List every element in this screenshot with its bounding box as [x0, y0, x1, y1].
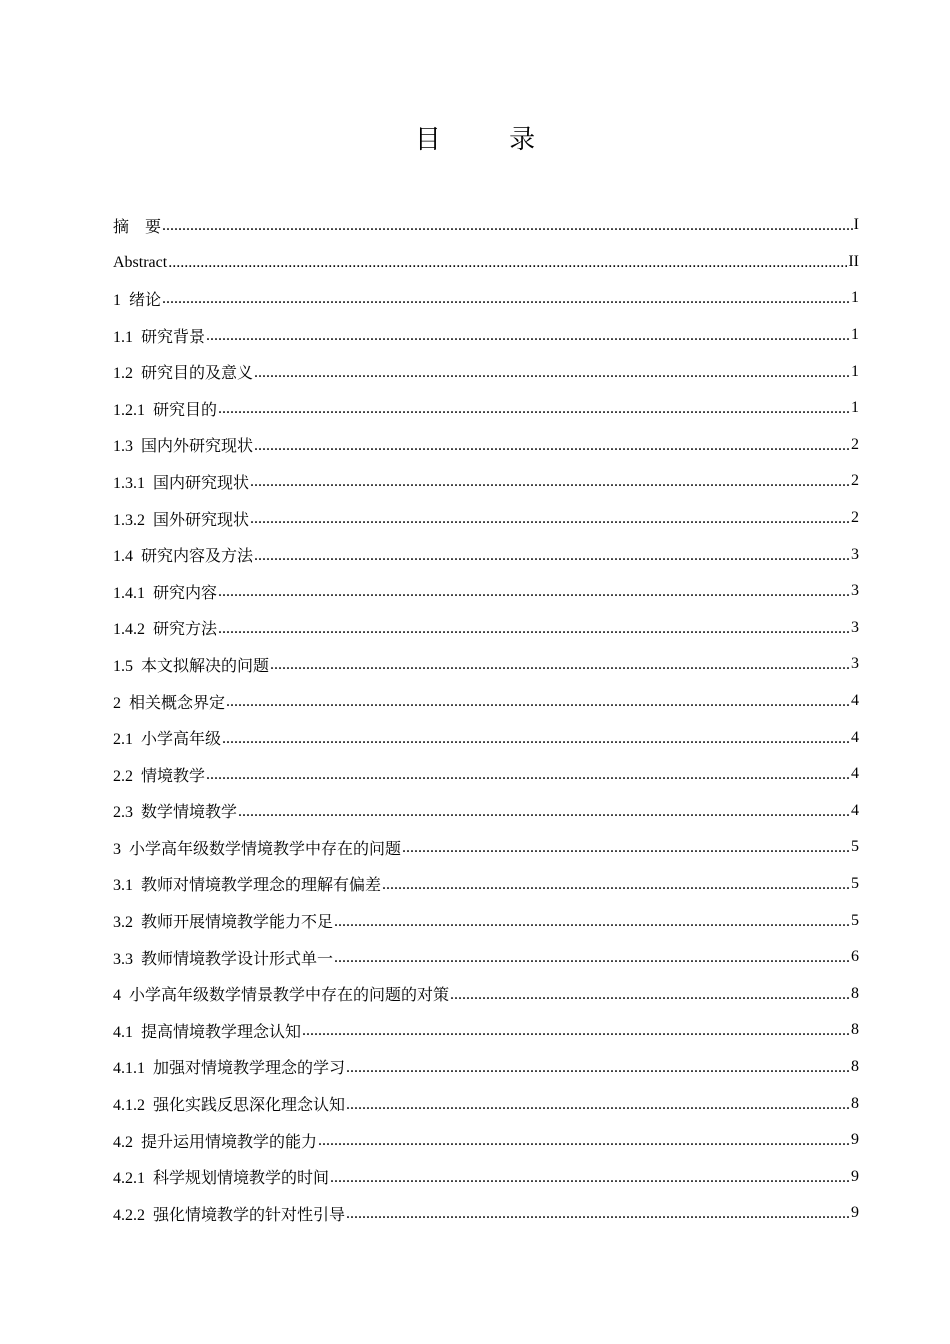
toc-dot-leader — [218, 620, 850, 638]
toc-entry-number: 1.2 — [113, 365, 133, 383]
toc-dot-leader — [254, 364, 850, 382]
toc-entry-number: 4.1.2 — [113, 1097, 145, 1115]
toc-entry-page-number: 1 — [851, 326, 859, 344]
toc-entry-text: 提高情境教学理念认知 — [141, 1021, 302, 1041]
toc-entry-text: 加强对情境教学理念的学习 — [153, 1058, 346, 1078]
toc-entry-text: 教师对情境教学理念的理解有偏差 — [141, 875, 382, 895]
toc-dot-leader — [334, 949, 850, 967]
toc-entry-text: 绪论 — [129, 289, 162, 309]
toc-entry-label — [113, 252, 167, 272]
toc-entry-number: 1.2.1 — [113, 401, 145, 419]
toc-entry-text: 研究方法 — [153, 619, 218, 639]
toc-dot-leader — [334, 913, 850, 931]
toc-entry-number: 4.1.1 — [113, 1060, 145, 1078]
toc-dot-leader — [346, 1205, 850, 1223]
toc-entry[interactable] — [113, 683, 859, 720]
toc-entry-number: 2.2 — [113, 767, 133, 785]
toc-entry-page-number: 2 — [851, 509, 859, 527]
toc-dot-leader — [450, 986, 850, 1004]
toc-entry-page-number: I — [853, 216, 859, 234]
toc-entry-label — [113, 909, 333, 932]
toc-entry-label — [113, 507, 249, 530]
toc-entry-number: 1.3.1 — [113, 474, 145, 492]
table-of-contents — [113, 207, 859, 1232]
toc-entry[interactable] — [113, 1012, 859, 1049]
toc-dot-leader — [238, 803, 850, 821]
toc-entry-number: 1.5 — [113, 657, 133, 675]
toc-dot-leader — [206, 766, 850, 784]
toc-dot-leader — [254, 437, 850, 455]
toc-entry-label — [113, 946, 333, 969]
toc-entry-number: 3.3 — [113, 950, 133, 968]
toc-entry-label — [113, 872, 381, 895]
toc-entry-text: 情境教学 — [141, 765, 206, 785]
toc-entry-label — [113, 653, 269, 676]
toc-entry-page-number: 3 — [851, 655, 859, 673]
toc-entry-number: 4.2.1 — [113, 1170, 145, 1188]
toc-dot-leader — [330, 1169, 850, 1187]
toc-entry-number: 2.1 — [113, 731, 133, 749]
toc-entry[interactable] — [113, 1158, 859, 1195]
toc-entry-text: 科学规划情境教学的时间 — [153, 1168, 330, 1188]
toc-entry[interactable] — [113, 975, 859, 1012]
toc-entry-number: 1.3 — [113, 438, 133, 456]
toc-entry-page-number: II — [848, 252, 859, 270]
toc-entry-text: 小学高年级数学情境教学中存在的问题 — [129, 838, 402, 858]
toc-entry-label — [113, 726, 221, 749]
toc-entry-label — [113, 214, 161, 237]
toc-entry-label — [113, 360, 253, 383]
toc-entry-page-number: 1 — [851, 399, 859, 417]
toc-entry-text: 摘 要 — [113, 216, 162, 236]
toc-entry-text: 研究内容及方法 — [141, 546, 254, 566]
toc-entry-page-number: 8 — [851, 1057, 859, 1075]
toc-entry-text: 相关概念界定 — [129, 692, 226, 712]
toc-entry-page-number: 1 — [851, 362, 859, 380]
toc-entry-text: 强化实践反思深化理念认知 — [153, 1095, 346, 1115]
toc-entry-page-number: 9 — [851, 1131, 859, 1149]
toc-entry-number: 4.2.2 — [113, 1206, 145, 1224]
toc-entry-page-number: 9 — [851, 1167, 859, 1185]
toc-entry-page-number: 5 — [851, 874, 859, 892]
page-title: 目 录 — [414, 125, 566, 155]
toc-entry-page-number: 3 — [851, 545, 859, 563]
toc-entry-number: 1.1 — [113, 328, 133, 346]
toc-entry[interactable] — [113, 353, 859, 390]
toc-entry-number: 3.1 — [113, 877, 133, 895]
toc-dot-leader — [250, 510, 850, 528]
toc-dot-leader — [168, 254, 847, 272]
toc-entry[interactable] — [113, 463, 859, 500]
toc-entry-text: 国内研究现状 — [153, 472, 250, 492]
toc-entry[interactable] — [113, 646, 859, 683]
toc-entry-label — [113, 287, 161, 310]
toc-entry[interactable] — [113, 793, 859, 830]
toc-entry-page-number: 3 — [851, 582, 859, 600]
toc-dot-leader — [250, 473, 850, 491]
toc-dot-leader — [346, 1096, 850, 1114]
toc-entry[interactable] — [113, 390, 859, 427]
toc-entry-label — [113, 397, 217, 420]
toc-entry[interactable] — [113, 207, 859, 244]
toc-entry-number: 1.4.1 — [113, 584, 145, 602]
toc-entry-label — [113, 836, 401, 859]
toc-entry[interactable] — [113, 536, 859, 573]
toc-entry-page-number: 4 — [851, 728, 859, 746]
toc-entry-text: 研究目的 — [153, 399, 218, 419]
toc-entry[interactable] — [113, 756, 859, 793]
toc-entry-text: 国外研究现状 — [153, 509, 250, 529]
toc-entry[interactable] — [113, 939, 859, 976]
toc-entry-label — [113, 1019, 301, 1042]
toc-entry[interactable] — [113, 427, 859, 464]
toc-entry-text: 强化情境教学的针对性引导 — [153, 1204, 346, 1224]
toc-entry-label — [113, 1055, 345, 1078]
toc-entry-number: 3 — [113, 840, 121, 858]
toc-entry-page-number: 1 — [851, 289, 859, 307]
toc-entry-number: 1.3.2 — [113, 511, 145, 529]
toc-entry-text: 本文拟解决的问题 — [141, 655, 270, 675]
toc-entry-number: 1 — [113, 291, 121, 309]
toc-dot-leader — [382, 876, 850, 894]
toc-entry-label — [113, 324, 205, 347]
toc-entry[interactable] — [113, 244, 859, 281]
toc-entry-text: Abstract — [113, 253, 168, 271]
toc-entry-page-number: 2 — [851, 435, 859, 453]
toc-entry[interactable] — [113, 1049, 859, 1086]
toc-entry-page-number: 4 — [851, 765, 859, 783]
toc-entry[interactable] — [113, 1195, 859, 1232]
toc-entry-text: 研究内容 — [153, 582, 218, 602]
toc-dot-leader — [318, 1132, 850, 1150]
toc-entry-label — [113, 470, 249, 493]
toc-entry-text: 国内外研究现状 — [141, 436, 254, 456]
toc-entry-label — [113, 982, 449, 1005]
toc-dot-leader — [218, 400, 850, 418]
toc-entry-page-number: 3 — [851, 618, 859, 636]
toc-dot-leader — [222, 730, 850, 748]
toc-entry-page-number: 8 — [851, 1021, 859, 1039]
toc-entry-label — [113, 799, 237, 822]
toc-entry-label — [113, 763, 205, 786]
toc-dot-leader — [346, 1059, 850, 1077]
toc-entry[interactable] — [113, 573, 859, 610]
toc-entry-number: 1.4.2 — [113, 621, 145, 639]
toc-entry-label — [113, 616, 217, 639]
toc-entry-page-number: 8 — [851, 1094, 859, 1112]
toc-entry-page-number: 5 — [851, 838, 859, 856]
toc-entry[interactable] — [113, 866, 859, 903]
toc-entry-text: 提升运用情境教学的能力 — [141, 1131, 318, 1151]
toc-entry[interactable] — [113, 1085, 859, 1122]
toc-entry-text: 教师情境教学设计形式单一 — [141, 948, 334, 968]
toc-entry-label — [113, 433, 253, 456]
toc-entry[interactable] — [113, 902, 859, 939]
toc-entry-text: 数学情境教学 — [141, 802, 238, 822]
toc-entry-label — [113, 543, 253, 566]
toc-dot-leader — [302, 1022, 850, 1040]
toc-entry-label — [113, 1165, 329, 1188]
toc-entry-page-number: 2 — [851, 472, 859, 490]
toc-entry[interactable] — [113, 1122, 859, 1159]
toc-entry[interactable] — [113, 500, 859, 537]
toc-entry-number: 3.2 — [113, 914, 133, 932]
toc-entry-text: 研究背景 — [141, 326, 206, 346]
toc-entry-label — [113, 1202, 345, 1225]
toc-entry-page-number: 5 — [851, 911, 859, 929]
toc-entry[interactable] — [113, 719, 859, 756]
toc-entry-page-number: 4 — [851, 692, 859, 710]
toc-entry-number: 4 — [113, 987, 121, 1005]
toc-entry-number: 2 — [113, 694, 121, 712]
toc-entry-label — [113, 580, 217, 603]
toc-entry-text: 教师开展情境教学能力不足 — [141, 912, 334, 932]
toc-entry-label — [113, 1129, 317, 1152]
toc-entry-number: 2.3 — [113, 804, 133, 822]
toc-entry-number: 4.1 — [113, 1023, 133, 1041]
toc-dot-leader — [162, 290, 850, 308]
toc-entry[interactable] — [113, 317, 859, 354]
toc-entry-text: 研究目的及意义 — [141, 363, 254, 383]
toc-entry[interactable] — [113, 280, 859, 317]
toc-entry-text: 小学高年级数学情景教学中存在的问题的对策 — [129, 985, 450, 1005]
toc-entry-label — [113, 690, 225, 713]
toc-dot-leader — [162, 217, 853, 235]
toc-dot-leader — [218, 583, 850, 601]
toc-entry-label — [113, 1092, 345, 1115]
toc-entry-text: 小学高年级 — [141, 729, 222, 749]
toc-dot-leader — [254, 547, 850, 565]
toc-dot-leader — [402, 839, 850, 857]
toc-dot-leader — [226, 693, 850, 711]
toc-entry-page-number: 4 — [851, 801, 859, 819]
toc-dot-leader — [270, 656, 850, 674]
toc-dot-leader — [206, 327, 850, 345]
toc-entry-number: 1.4 — [113, 548, 133, 566]
toc-entry-page-number: 6 — [851, 948, 859, 966]
toc-entry[interactable] — [113, 610, 859, 647]
toc-entry-page-number: 9 — [851, 1204, 859, 1222]
toc-entry-page-number: 8 — [851, 984, 859, 1002]
toc-entry-number: 4.2 — [113, 1133, 133, 1151]
toc-entry[interactable] — [113, 829, 859, 866]
